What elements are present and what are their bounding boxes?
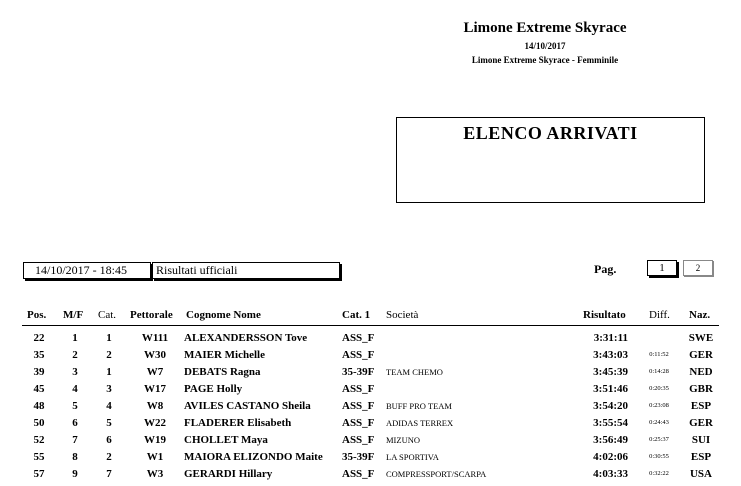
header-rule <box>22 325 719 326</box>
cat1-cell: ASS_F <box>342 383 375 395</box>
risultato-cell: 3:51:46 <box>593 383 628 395</box>
table-row <box>0 415 741 432</box>
table-row <box>0 347 741 364</box>
diff-cell: 0:20:35 <box>649 385 669 392</box>
pos-cell: 48 <box>33 400 45 412</box>
pettorale-cell: W22 <box>144 417 166 429</box>
col-societa-header: Società <box>386 309 419 321</box>
pos-cell: 50 <box>33 417 45 429</box>
mf-cell: 2 <box>72 349 78 361</box>
pos-cell: 45 <box>33 383 45 395</box>
pettorale-cell: W8 <box>146 400 164 412</box>
page-2-button[interactable]: 2 <box>683 260 713 276</box>
cat1-cell: ASS_F <box>342 349 375 361</box>
pettorale-cell: W19 <box>144 434 166 446</box>
col-cat1-header: Cat. 1 <box>342 309 371 321</box>
mf-cell: 8 <box>72 451 78 463</box>
diff-cell: 0:23:08 <box>649 402 669 409</box>
pos-cell: 57 <box>33 468 45 480</box>
societa-cell: LA SPORTIVA <box>386 452 439 462</box>
risultato-cell: 3:31:11 <box>593 332 628 344</box>
naz-cell: USA <box>689 468 712 480</box>
col-risultato-header: Risultato <box>583 309 626 321</box>
name-cell: FLADERER Elisabeth <box>184 417 292 429</box>
pos-cell: 55 <box>33 451 45 463</box>
mf-cell: 1 <box>72 332 78 344</box>
diff-cell: 0:11:52 <box>649 351 669 358</box>
diff-cell: 0:24:43 <box>649 419 669 426</box>
cat1-cell: ASS_F <box>342 468 375 480</box>
naz-cell: ESP <box>690 400 712 412</box>
diff-cell: 0:30:55 <box>649 453 669 460</box>
naz-cell: NED <box>689 366 713 378</box>
cat1-cell: ASS_F <box>342 400 375 412</box>
pettorale-cell: W30 <box>144 349 166 361</box>
pettorale-cell: W1 <box>146 451 164 463</box>
name-cell: MAIER Michelle <box>184 349 265 361</box>
table-row <box>0 364 741 381</box>
cat1-cell: ASS_F <box>342 417 375 429</box>
societa-cell: COMPRESSPORT/SCARPA <box>386 469 487 479</box>
risultato-cell: 3:55:54 <box>593 417 628 429</box>
cat1-cell: ASS_F <box>342 332 375 344</box>
pettorale-cell: W3 <box>146 468 164 480</box>
naz-cell: GBR <box>689 383 713 395</box>
status-box: Risultati ufficiali <box>152 262 340 279</box>
table-row <box>0 432 741 449</box>
naz-cell: SUI <box>691 434 711 446</box>
societa-cell: ADIDAS TERREX <box>386 418 454 428</box>
cat-cell: 7 <box>106 468 112 480</box>
event-subtitle: Limone Extreme Skyrace - Femminile <box>471 55 619 65</box>
cat-cell: 3 <box>106 383 112 395</box>
cat-cell: 6 <box>106 434 112 446</box>
report-title: ELENCO ARRIVATI <box>463 123 638 143</box>
naz-cell: GER <box>689 417 713 429</box>
societa-cell: MIZUNO <box>386 435 420 445</box>
event-title: Limone Extreme Skyrace <box>463 20 627 36</box>
name-cell: GERARDI Hillary <box>184 468 273 480</box>
name-cell: DEBATS Ragna <box>184 366 261 378</box>
table-row <box>0 449 741 466</box>
table-row <box>0 330 741 347</box>
event-date: 14/10/2017 <box>524 41 566 51</box>
name-cell: ALEXANDERSSON Tove <box>184 332 308 344</box>
societa-cell: TEAM CHEMO <box>386 367 443 377</box>
report-title-box <box>396 117 705 203</box>
name-cell: CHOLLET Maya <box>184 434 268 446</box>
mf-cell: 3 <box>72 366 78 378</box>
cat-cell: 2 <box>106 349 112 361</box>
name-cell: AVILES CASTANO Sheila <box>184 400 311 412</box>
cat-cell: 4 <box>106 400 112 412</box>
cat1-cell: ASS_F <box>342 434 375 446</box>
societa-cell: BUFF PRO TEAM <box>386 401 452 411</box>
name-cell: PAGE Holly <box>184 383 243 395</box>
naz-cell: SWE <box>688 332 714 344</box>
pettorale-cell: W111 <box>141 332 169 344</box>
diff-cell: 0:32:22 <box>649 470 669 477</box>
risultato-cell: 3:54:20 <box>593 400 628 412</box>
mf-cell: 5 <box>72 400 78 412</box>
mf-cell: 9 <box>72 468 78 480</box>
col-cat-header: Cat. <box>98 309 117 321</box>
cat1-cell: 35-39F <box>342 366 375 378</box>
naz-cell: GER <box>689 349 713 361</box>
risultato-cell: 3:45:39 <box>593 366 628 378</box>
pos-cell: 35 <box>33 349 45 361</box>
diff-cell: 0:14:28 <box>649 368 669 375</box>
col-pettorale-header: Pettorale <box>130 309 173 321</box>
risultato-cell: 4:03:33 <box>593 468 628 480</box>
table-row <box>0 466 741 483</box>
col-pos-header: Pos. <box>27 309 47 321</box>
risultato-cell: 3:56:49 <box>593 434 628 446</box>
col-diff-header: Diff. <box>649 309 670 321</box>
cat1-cell: 35-39F <box>342 451 375 463</box>
col-mf-header: M/F <box>63 309 84 321</box>
cat-cell: 2 <box>106 451 112 463</box>
name-cell: MAIORA ELIZONDO Maite <box>184 451 323 463</box>
mf-cell: 7 <box>72 434 78 446</box>
pos-cell: 22 <box>33 332 45 344</box>
table-row <box>0 381 741 398</box>
cat-cell: 1 <box>106 332 112 344</box>
mf-cell: 4 <box>72 383 78 395</box>
pettorale-cell: W7 <box>146 366 164 378</box>
pettorale-cell: W17 <box>144 383 166 395</box>
diff-cell: 0:25:37 <box>649 436 669 443</box>
cat-cell: 5 <box>106 417 112 429</box>
table-row <box>0 398 741 415</box>
risultato-cell: 3:43:03 <box>593 349 628 361</box>
mf-cell: 6 <box>72 417 78 429</box>
col-naz-header: Naz. <box>689 309 711 321</box>
page-label: Pag. <box>594 262 617 276</box>
cat-cell: 1 <box>106 366 112 378</box>
datetime-box: 14/10/2017 - 18:45 <box>23 262 151 279</box>
naz-cell: ESP <box>690 451 712 463</box>
col-nome-header: Cognome Nome <box>186 309 261 321</box>
page-1-button[interactable]: 1 <box>647 260 677 276</box>
pos-cell: 52 <box>33 434 45 446</box>
pos-cell: 39 <box>33 366 45 378</box>
risultato-cell: 4:02:06 <box>593 451 628 463</box>
